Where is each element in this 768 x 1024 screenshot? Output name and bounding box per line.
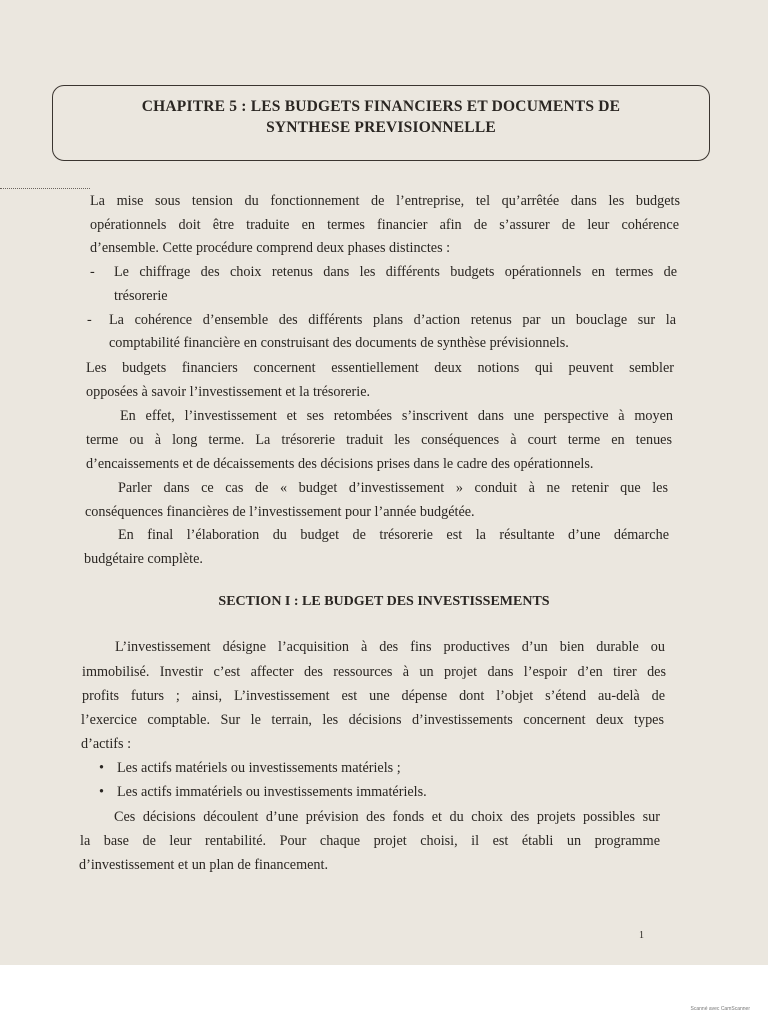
bullet-1-line-1: Le chiffrage des choix retenus dans les différents budgets opérationnels en termes de bbox=[114, 264, 677, 280]
bullet-2-line-2: comptabilité financière en construisant des documents de synthèse prévisionnels. bbox=[109, 335, 569, 351]
page-number: 1 bbox=[639, 930, 644, 941]
section-para-2-line-3: d’investissement et un plan de financement. bbox=[79, 857, 328, 873]
bullet-1-line-2: trésorerie bbox=[114, 288, 168, 304]
section-para-1-line-2: immobilisé. Investir c’est affecter des ressources à un projet dans l’espoir d’en tirer des bbox=[82, 664, 666, 680]
chapter-title-line-2: SYNTHESE PREVISIONNELLE bbox=[266, 119, 496, 136]
section-para-1-line-4: l’exercice comptable. Sur le terrain, les décisions d’investissements concernent deux types bbox=[81, 712, 664, 728]
chapter-title-line-1: CHAPITRE 5 : LES BUDGETS FINANCIERS ET DOCUMENTS DE bbox=[141, 98, 621, 115]
para-2-line-2: opposées à savoir l’investissement et la trésorerie. bbox=[86, 384, 371, 400]
dash-bullet-2: - bbox=[87, 312, 92, 328]
scan-margin bbox=[0, 965, 768, 1024]
bullet-text: Les actifs matériels ou investissements matériels ; bbox=[117, 760, 401, 776]
intro-line-3: d’ensemble. Cette procédure comprend deux phases distinctes : bbox=[90, 240, 451, 256]
intro-line-1: La mise sous tension du fonctionnement de l’entreprise, tel qu’arrêtée dans les budgets bbox=[90, 193, 680, 209]
para-3-line-2: terme ou à long terme. La trésorerie traduit les conséquences à court terme en tenues bbox=[86, 432, 672, 448]
para-4-line-2: conséquences financières de l’investissement pour l’année budgétée. bbox=[85, 504, 475, 520]
dot-bullet-2 bbox=[99, 783, 427, 801]
section-para-2-line-2: la base de leur rentabilité. Pour chaque projet choisi, il est établi un programme bbox=[80, 833, 660, 849]
intro-line-2: opérationnels doit être traduite en termes financier afin de s’assurer de leur cohérence bbox=[90, 217, 679, 233]
bullet-dot: • bbox=[99, 760, 104, 776]
dash-bullet-1: - bbox=[90, 264, 95, 280]
section-para-1-line-5: d’actifs : bbox=[81, 736, 132, 752]
bullet-2-line-1: La cohérence d’ensemble des différents plans d’action retenus par un bouclage sur la bbox=[109, 312, 676, 328]
section-para-2-line-1: Ces décisions découlent d’une prévision des fonds et du choix des projets possibles sur bbox=[114, 809, 660, 825]
para-3-line-1: En effet, l’investissement et ses retombées s’inscrivent dans une perspective à moyen bbox=[120, 408, 673, 424]
bullet-text: Les actifs immatériels ou investissements immatériels. bbox=[117, 784, 427, 800]
para-3-line-3: d’encaissements et de décaissements des décisions prises dans le cadre des opérationnels. bbox=[86, 456, 594, 472]
section-para-1-line-3: profits futurs ; ainsi, L’investissement est une dépense dont l’objet s’étend au-delà de bbox=[82, 688, 665, 704]
section-heading: SECTION I : LE BUDGET DES INVESTISSEMENTS bbox=[218, 594, 550, 609]
scanner-watermark: Scanné avec CamScanner bbox=[690, 1006, 750, 1012]
section-para-1-line-1: L’investissement désigne l’acquisition à des fins productives d’un bien durable ou bbox=[115, 639, 665, 655]
dotted-rule bbox=[0, 188, 90, 189]
para-5-line-1: En final l’élaboration du budget de trésorerie est la résultante d’une démarche bbox=[118, 527, 669, 543]
dot-bullet-1 bbox=[99, 759, 401, 777]
chapter-title-box bbox=[52, 85, 710, 161]
para-4-line-1: Parler dans ce cas de « budget d’investissement » conduit à ne retenir que les bbox=[118, 480, 668, 496]
para-5-line-2: budgétaire complète. bbox=[84, 551, 203, 567]
para-2-line-1: Les budgets financiers concernent essentiellement deux notions qui peuvent sembler bbox=[86, 360, 674, 376]
bullet-dot: • bbox=[99, 784, 104, 800]
